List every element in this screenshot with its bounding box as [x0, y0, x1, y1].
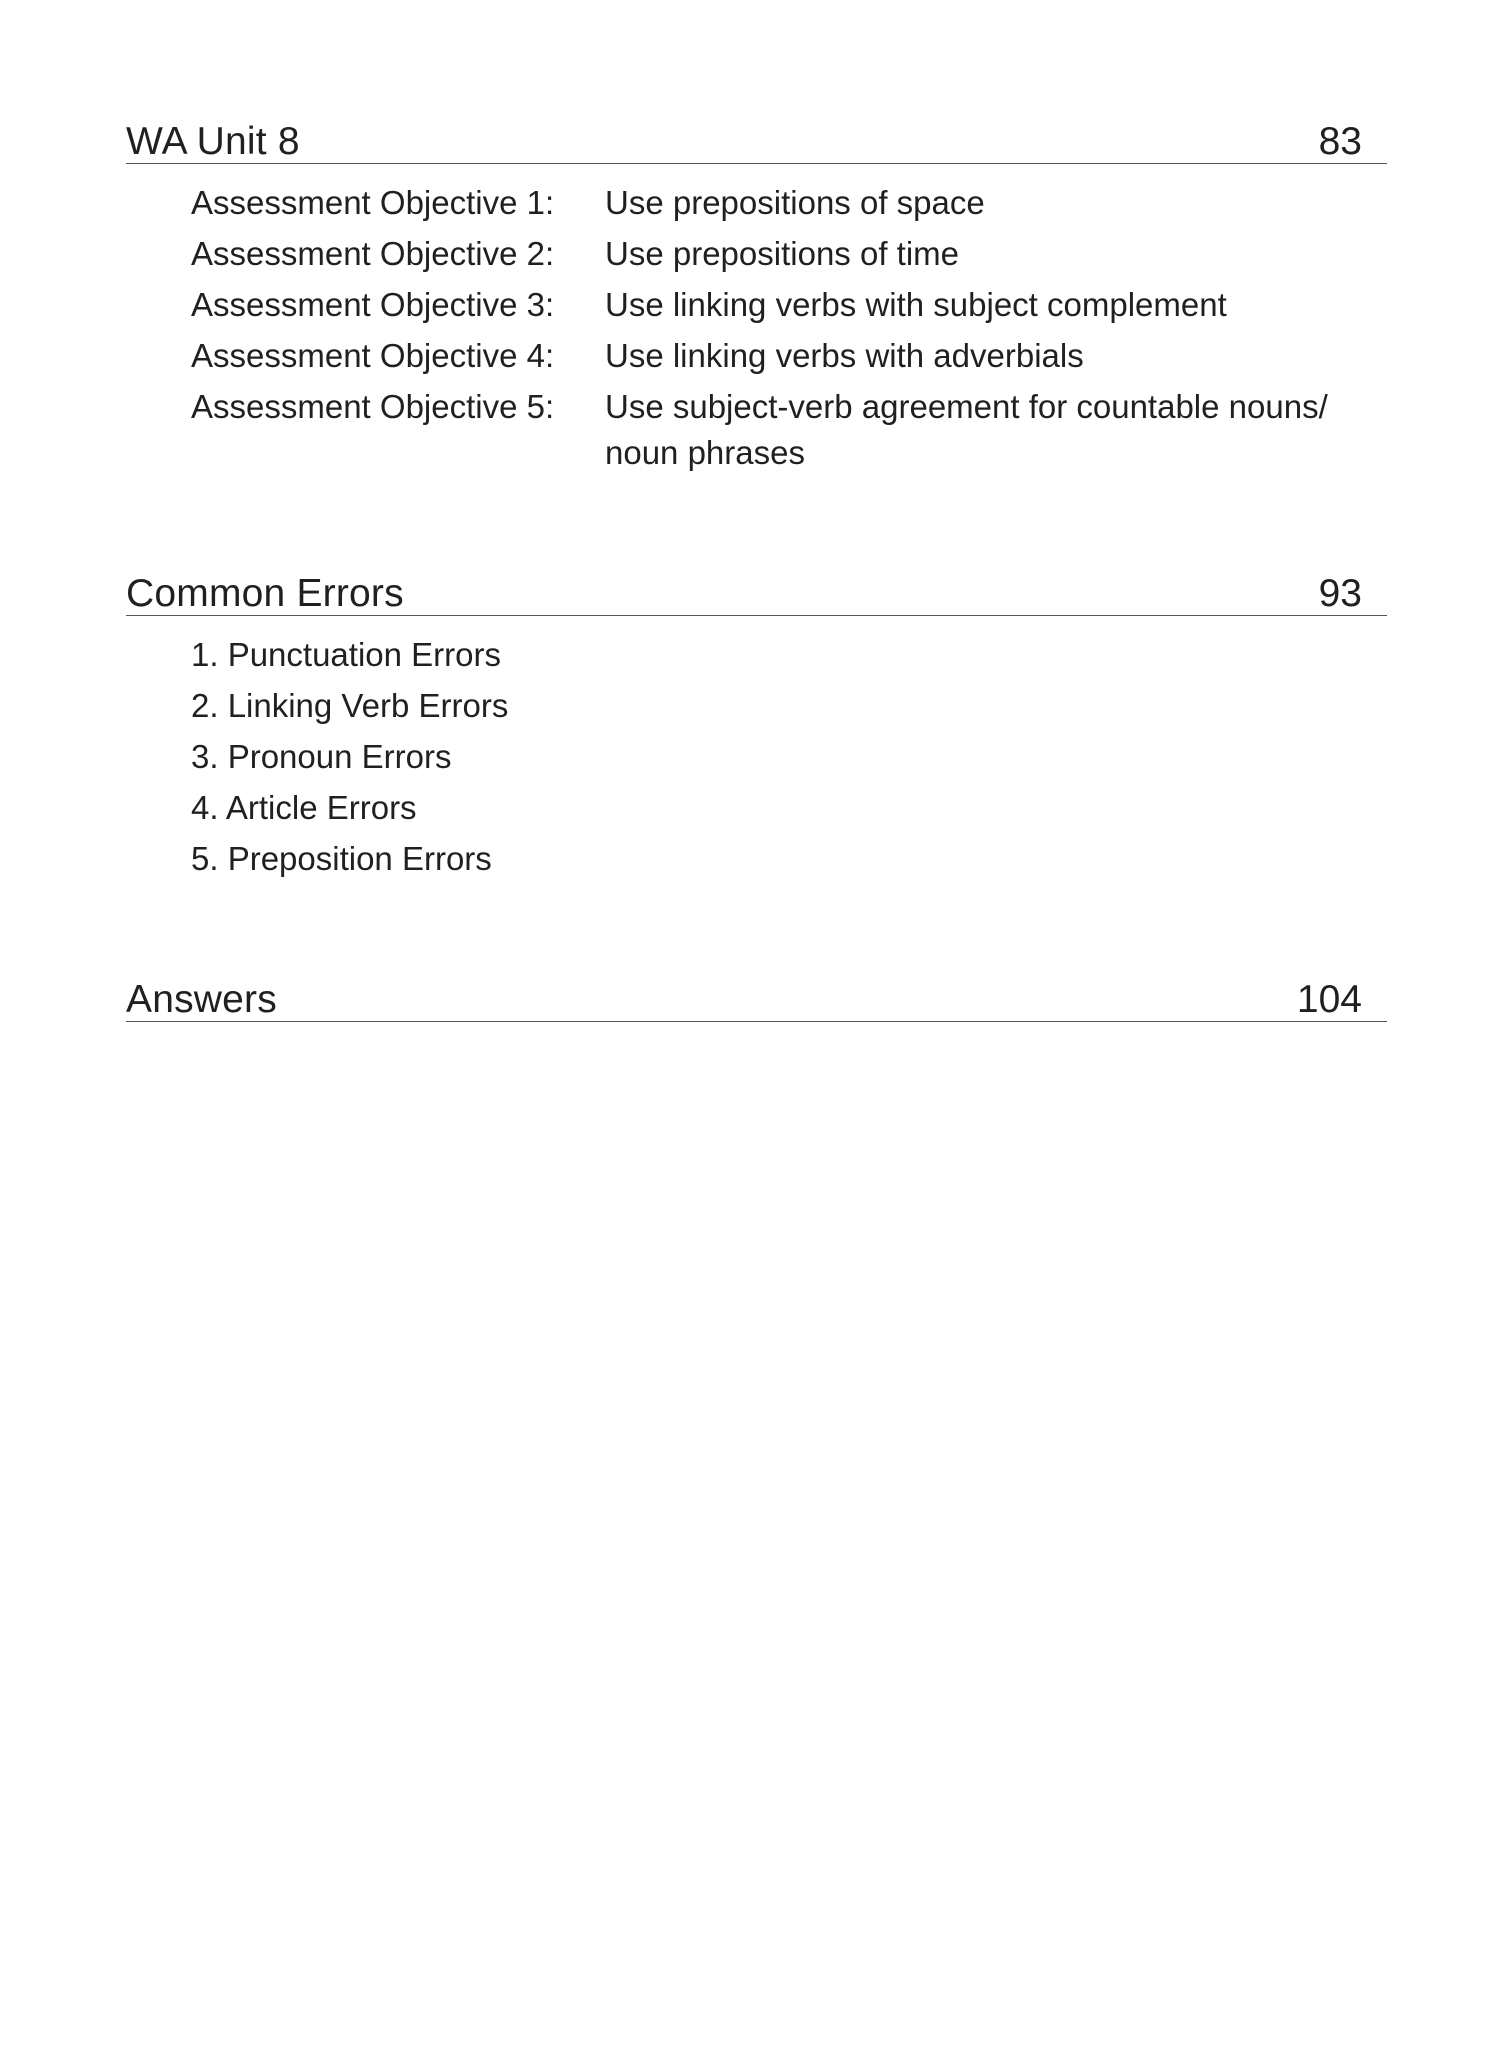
objective-row [191, 384, 1387, 476]
toc-section-answers [126, 968, 1387, 1022]
objective-row [191, 282, 1387, 328]
list-item: 5. Preposition Errors [191, 840, 492, 877]
section-page-number: 104 [1296, 978, 1362, 1021]
section-title: Answers [126, 978, 277, 1021]
section-page-number: 93 [1318, 572, 1362, 615]
section-heading[interactable] [126, 562, 1387, 616]
toc-section-common-errors [126, 562, 1387, 882]
section-title: Common Errors [126, 572, 404, 615]
objective-text: Use linking verbs with subject complement [605, 286, 1227, 323]
section-heading[interactable] [126, 968, 1387, 1022]
section-heading[interactable] [126, 110, 1387, 164]
objective-text: Use prepositions of space [605, 184, 985, 221]
list-item: 3. Pronoun Errors [191, 738, 452, 775]
objective-text: Use subject-verb agreement for countable nouns/ noun phrases [605, 388, 1328, 471]
objective-label: Assessment Objective 5: [191, 388, 555, 425]
section-title: WA Unit 8 [126, 120, 300, 163]
objective-label: Assessment Objective 4: [191, 337, 555, 374]
objective-label: Assessment Objective 2: [191, 235, 555, 272]
objective-text: Use linking verbs with adverbials [605, 337, 1084, 374]
objective-row [191, 231, 1387, 277]
section-page-number: 83 [1318, 120, 1362, 163]
objective-text: Use prepositions of time [605, 235, 959, 272]
errors-list [191, 632, 1387, 882]
list-item: 1. Punctuation Errors [191, 636, 501, 673]
list-item: 4. Article Errors [191, 789, 417, 826]
table-of-contents [126, 110, 1387, 1022]
objectives-list [191, 180, 1387, 476]
objective-label: Assessment Objective 1: [191, 184, 555, 221]
toc-section-wa-unit-8 [126, 110, 1387, 476]
list-item: 2. Linking Verb Errors [191, 687, 509, 724]
objective-row [191, 333, 1387, 379]
objective-row [191, 180, 1387, 226]
objective-label: Assessment Objective 3: [191, 286, 555, 323]
